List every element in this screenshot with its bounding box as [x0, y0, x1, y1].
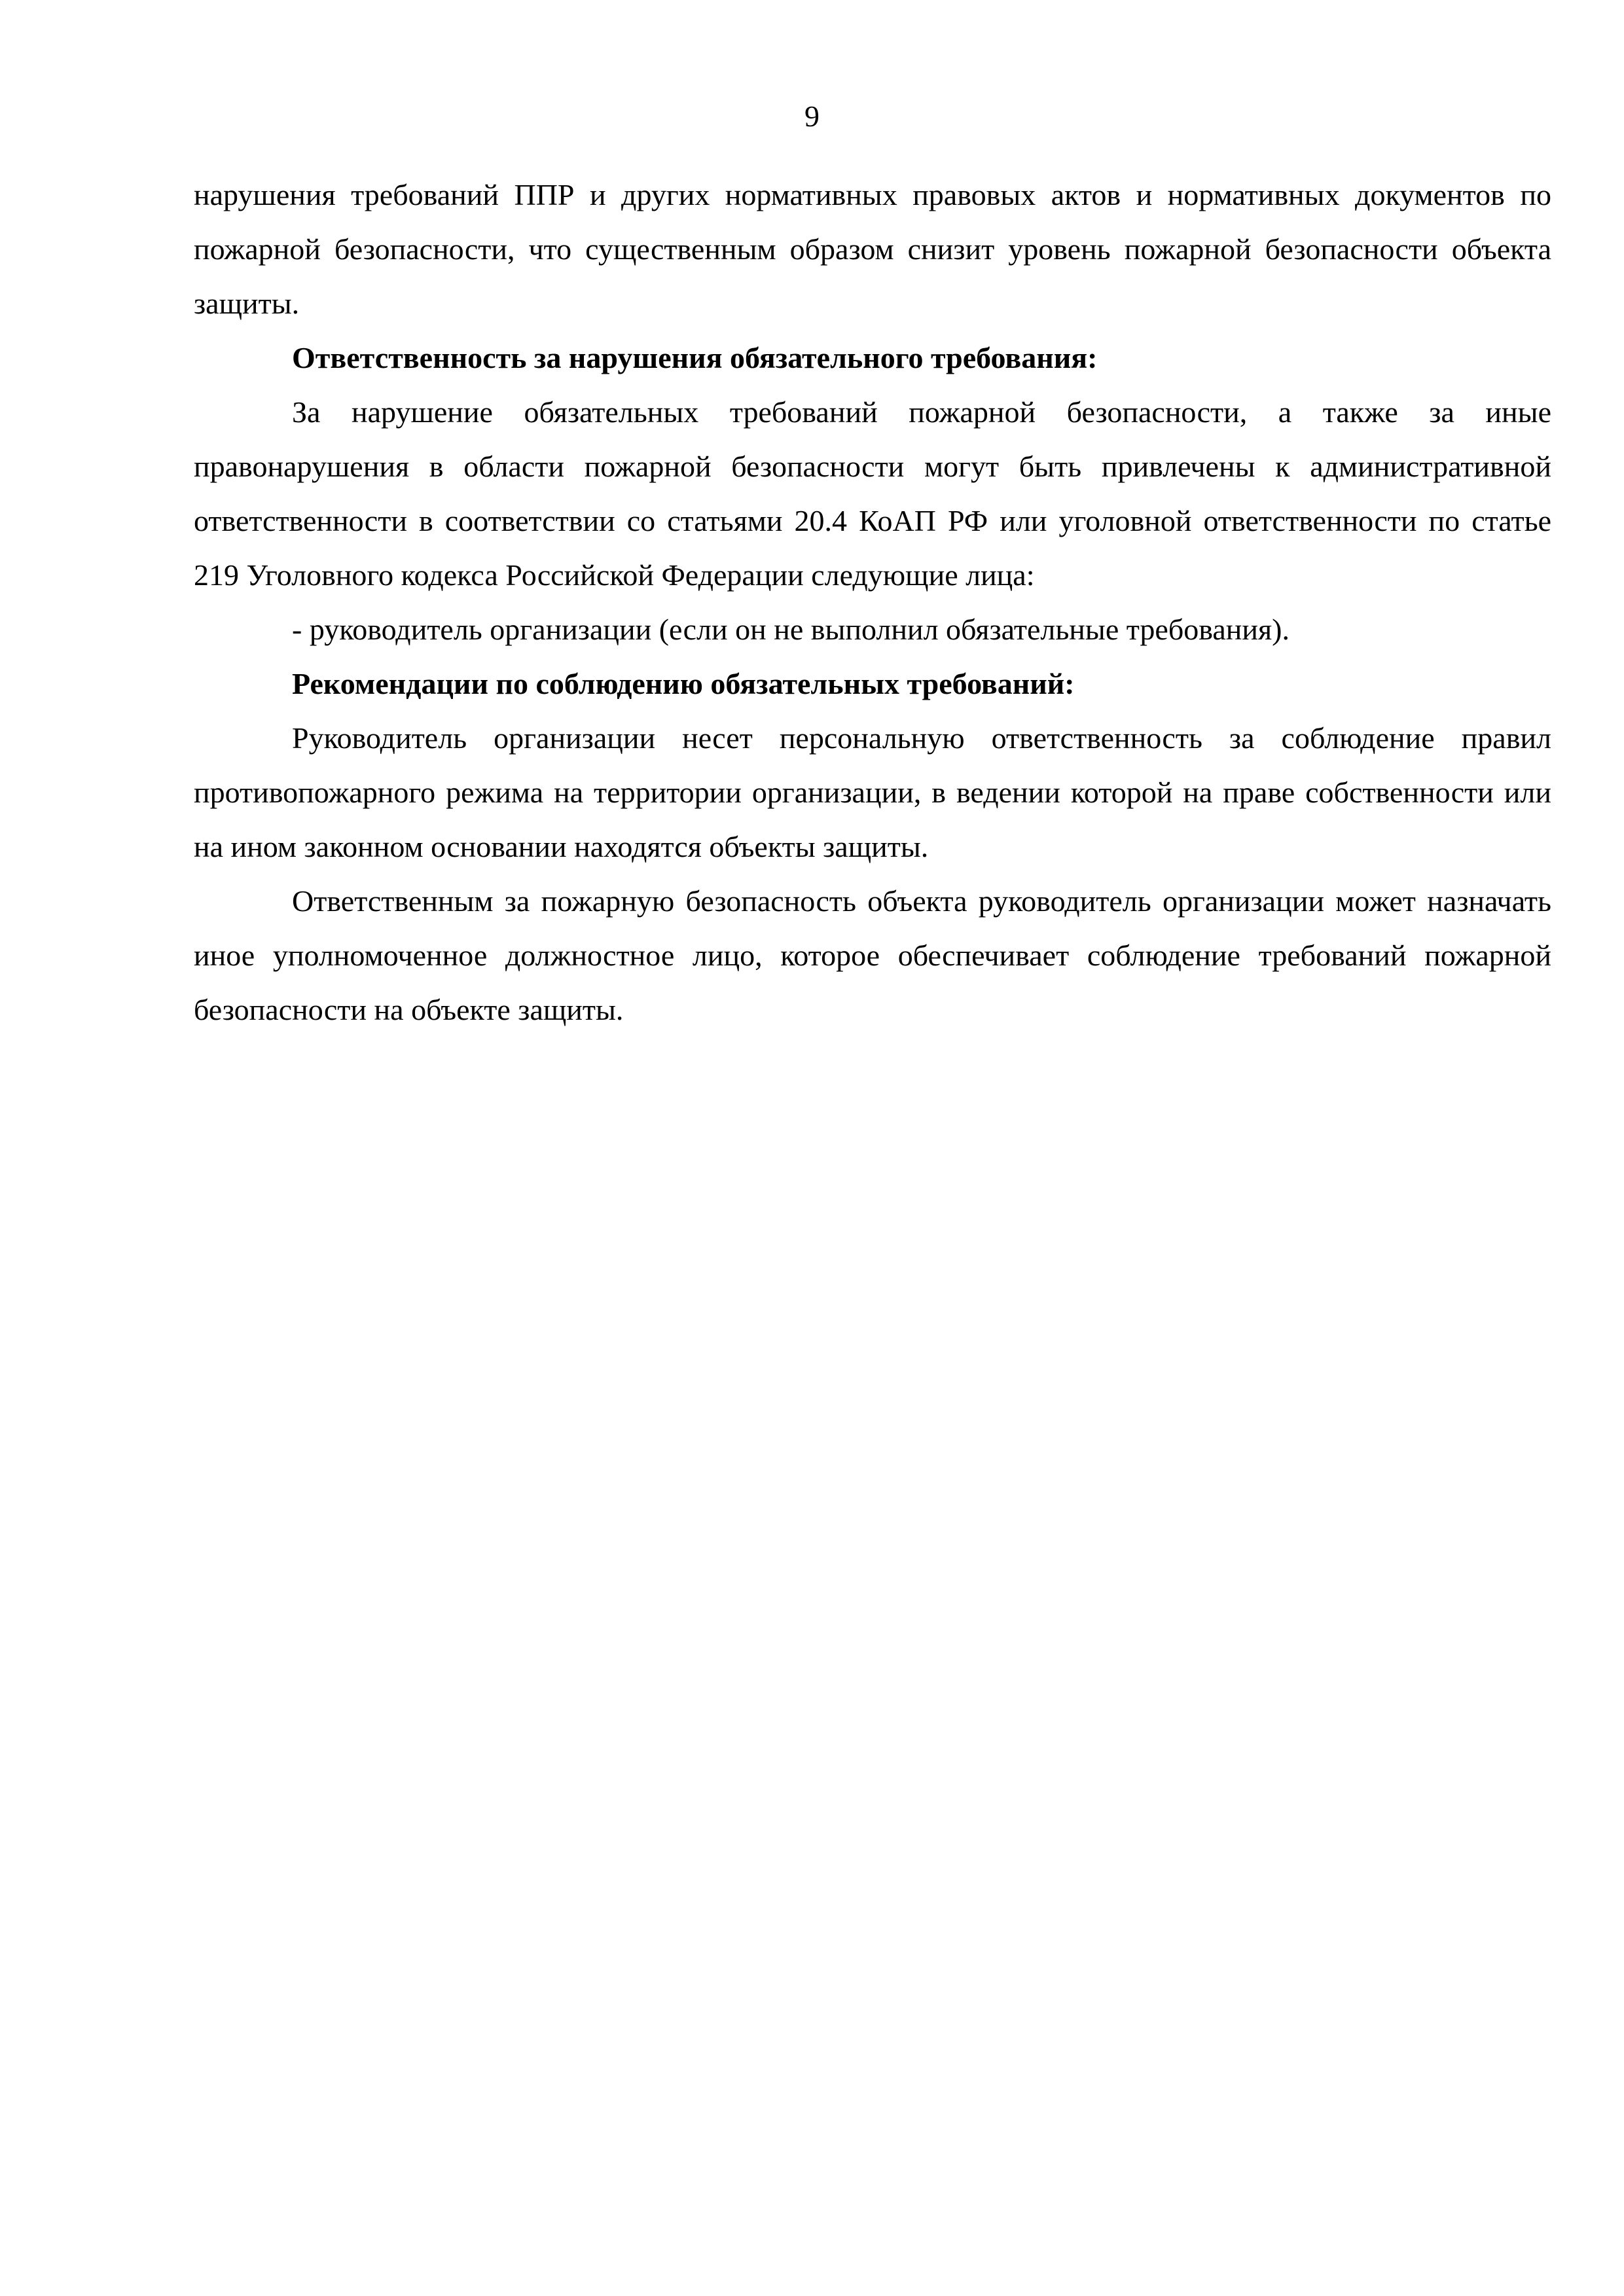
responsibility-heading: Ответственность за нарушения обязательного требования:: [292, 341, 1098, 374]
responsibility-paragraph: За нарушение обязательных требований пожарной безопасности, а также за иные правонарушения в области пожарной безопасности могут быть привлечены к административной ответственности в соответствии со статьями 20.4 КоАП РФ или уголовной ответственности по статье 219 Уголовного кодекса Российской Федерации следующие лица:: [194, 395, 1551, 592]
recommendations-heading: Рекомендации по соблюдению обязательных требований:: [292, 667, 1075, 700]
intro-continuation-paragraph: нарушения требований ППР и других нормативных правовых актов и нормативных документов по пожарной безопасности, что существенным образом снизит уровень пожарной безопасности объекта защиты.: [194, 178, 1551, 320]
page-body: [194, 168, 1551, 1037]
responsibility-list-item: - руководитель организации (если он не выполнил обязательные требования).: [292, 613, 1290, 646]
recommendations-paragraph-2: Ответственным за пожарную безопасность объекта руководитель организации может назначать иное уполномоченное должностное лицо, которое обеспечивает соблюдение требований пожарной безопасности на объекте защиты.: [194, 884, 1551, 1026]
recommendations-paragraph-1: Руководитель организации несет персональную ответственность за соблюдение правил противопожарного режима на территории организации, в ведении которой на праве собственности или на ином законном основании находятся объекты защиты.: [194, 721, 1551, 863]
page-number: 9: [804, 99, 820, 133]
